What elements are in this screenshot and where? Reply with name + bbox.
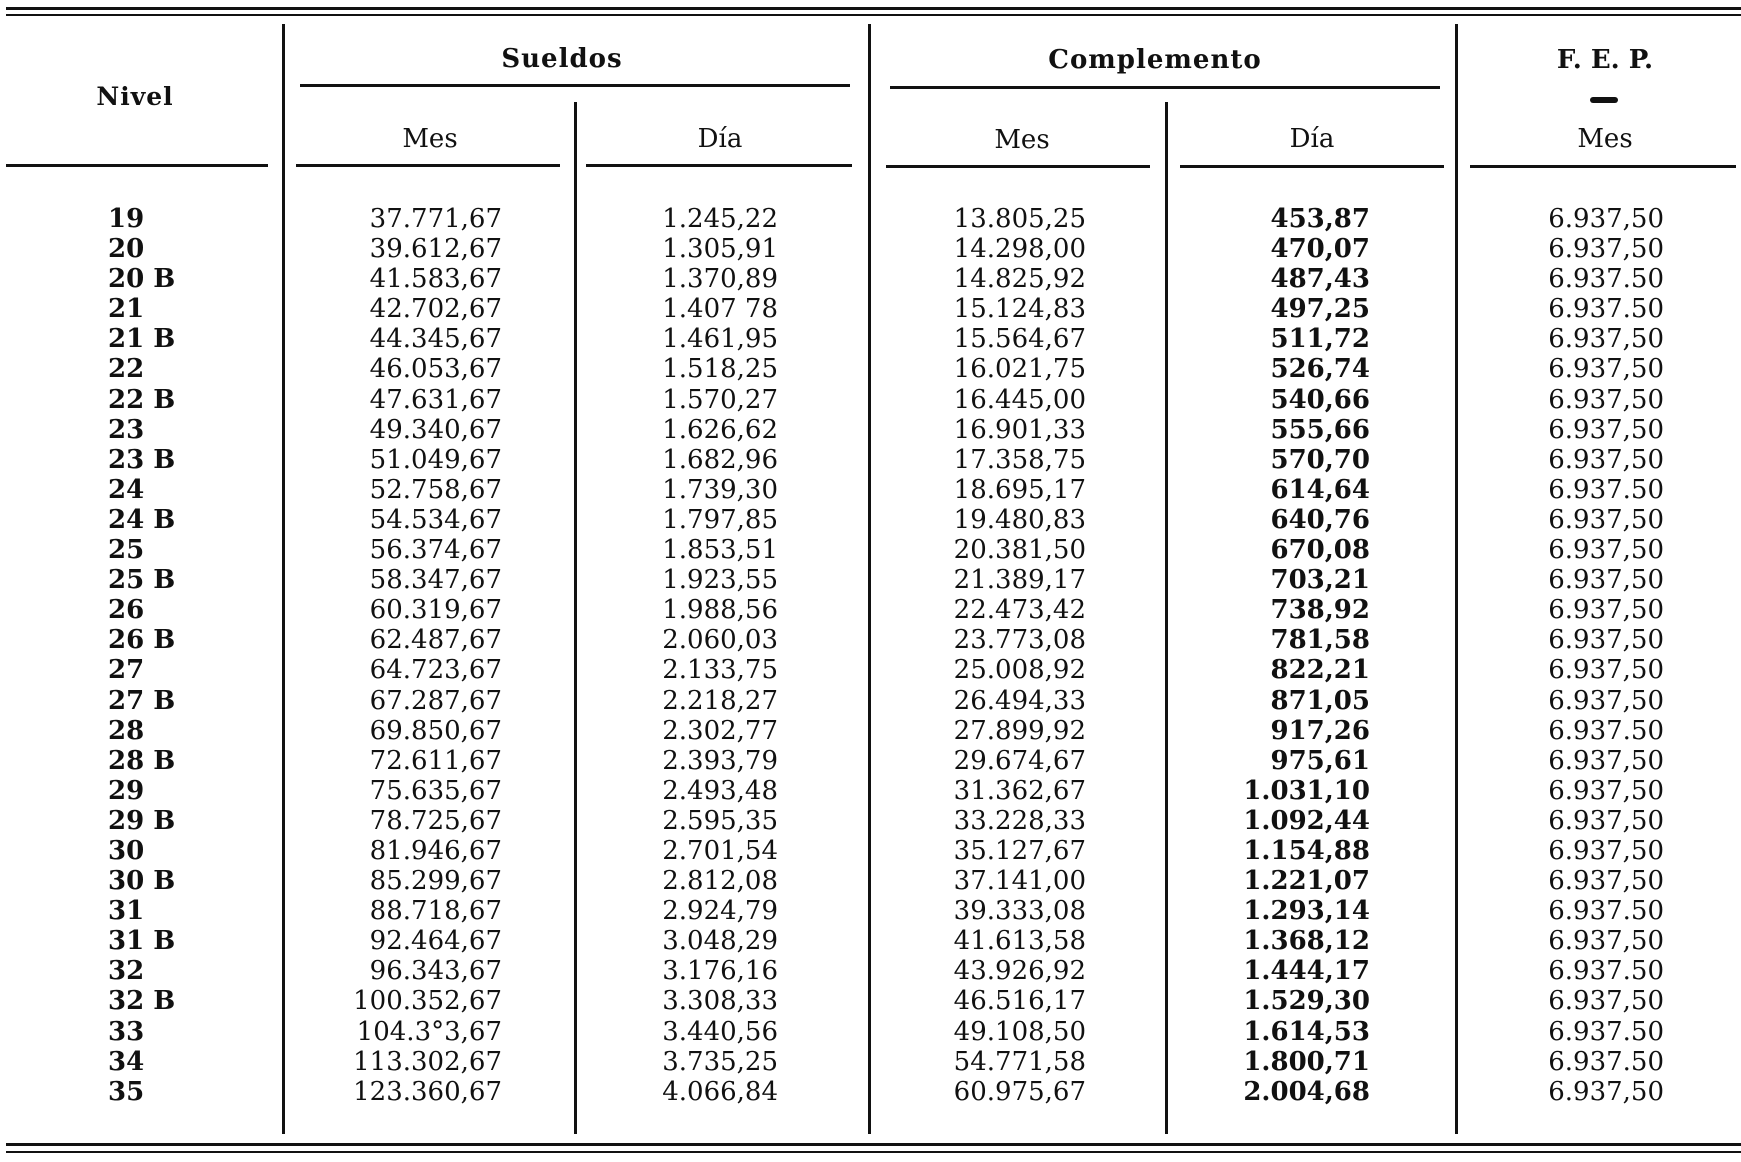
table-cell: 69.850,67 [369,715,502,746]
table-cell: 64.723,67 [369,655,502,686]
top-rule [6,14,1741,16]
table-cell: 6.937,50 [1548,595,1664,626]
table-cell: 670,08 [1270,535,1370,566]
table-cell: 2.302,77 [662,715,778,746]
table-cell: 871,05 [1270,685,1370,716]
table-cell: 6.937.50 [1548,474,1664,505]
column-sueldos-mes [300,204,502,1107]
table-cell: 497,25 [1270,294,1370,325]
table-cell: 35.127,67 [953,835,1086,866]
table-cell: 2.218,27 [662,685,778,716]
table-cell: 6.937,50 [1548,414,1664,445]
table-cell: 6.937,50 [1548,354,1664,385]
table-cell: 67.287,67 [369,685,502,716]
table-cell: 28 B [108,745,176,776]
table-cell: 6.937,50 [1548,986,1664,1017]
table-cell: 25 B [108,565,176,596]
table-cell: 917,26 [1270,715,1370,746]
header-rule [886,165,1150,168]
table-cell: 3.308,33 [662,986,778,1017]
table-cell: 1.797,85 [662,504,778,535]
table-cell: 511,72 [1270,324,1370,355]
table-cell: 6.937.50 [1548,1046,1664,1077]
table-cell: 31.362,67 [953,775,1086,806]
table-cell: 14.298,00 [953,234,1086,265]
table-cell: 526,74 [1270,354,1370,385]
table-cell: 32 B [108,986,176,1017]
table-cell: 85.299,67 [369,866,502,897]
table-cell: 6.937,50 [1548,565,1664,596]
table-cell: 470,07 [1270,234,1370,265]
column-complemento-mes [890,204,1086,1107]
table-cell: 15.564,67 [953,324,1086,355]
table-cell: 56.374,67 [369,535,502,566]
table-cell: 41.613,58 [953,926,1086,957]
table-cell: 14.825,92 [953,264,1086,295]
table-cell: 24 B [108,504,176,535]
table-cell: 6.937,50 [1548,444,1664,475]
table-cell: 27 B [108,685,176,716]
table-cell: 42.702,67 [369,294,502,325]
table-cell: 32 [108,956,145,987]
table-cell: 1.092,44 [1243,805,1370,836]
table-cell: 1.407 78 [662,294,778,325]
table-cell: 46.516,17 [953,986,1086,1017]
table-cell: 96.343,67 [369,956,502,987]
table-cell: 37.141,00 [953,866,1086,897]
table-cell: 6.937,50 [1548,866,1664,897]
table-cell: 22 [108,354,145,385]
table-cell: 3.048,29 [662,926,778,957]
table-cell: 2.393,79 [662,745,778,776]
table-cell: 1.853,51 [662,535,778,566]
table-cell: 1.370,89 [662,264,778,295]
header-fep: F. E. P. [1556,45,1654,75]
table-cell: 540,66 [1270,384,1370,415]
header-rule [1180,165,1444,168]
column-separator [282,24,285,1134]
table-cell: 6.937,50 [1548,1076,1664,1107]
table-cell: 16.021,75 [953,354,1086,385]
column-sueldos-dia [590,204,778,1107]
table-cell: 3.176,16 [662,956,778,987]
table-cell: 25.008,92 [953,655,1086,686]
table-cell: 1.305,91 [662,234,778,265]
table-cell: 60.319,67 [369,595,502,626]
table-cell: 17.358,75 [953,444,1086,475]
table-cell: 1.626,62 [662,414,778,445]
table-cell: 1.682,96 [662,444,778,475]
table-cell: 26 [108,595,145,626]
table-cell: 1.368,12 [1243,926,1370,957]
table-cell: 1.570,27 [662,384,778,415]
table-cell: 13.805,25 [953,204,1086,234]
bottom-rule [6,1151,1741,1153]
table-cell: 6.937,50 [1548,655,1664,686]
sueldos-group-rule [300,84,850,87]
table-cell: 15.124,83 [953,294,1086,325]
table-cell: 4.066,84 [662,1076,778,1107]
table-cell: 822,21 [1270,655,1370,686]
table-cell: 20 B [108,264,176,295]
table-cell: 58.347,67 [369,565,502,596]
table-cell: 1.923,55 [662,565,778,596]
table-cell: 6.937,50 [1548,625,1664,656]
table-cell: 2.004,68 [1243,1076,1370,1107]
table-cell: 39.612,67 [369,234,502,265]
table-cell: 1.739,30 [662,474,778,505]
table-cell: 6.937,50 [1548,204,1664,234]
table-cell: 6.937.50 [1548,294,1664,325]
table-cell: 47.631,67 [369,384,502,415]
header-rule [1470,165,1736,168]
table-cell: 51.049,67 [369,444,502,475]
table-cell: 6.937.50 [1548,715,1664,746]
table-cell: 1.800,71 [1243,1046,1370,1077]
table-cell: 6.937.50 [1548,956,1664,987]
header-nivel: Nivel [96,82,174,111]
table-cell: 26 B [108,625,176,656]
table-cell: 22 B [108,384,176,415]
table-cell: 41.583,67 [369,264,502,295]
table-cell: 6.937,50 [1548,384,1664,415]
top-rule [6,7,1741,10]
bottom-rule [6,1143,1741,1146]
table-cell: 570,70 [1270,444,1370,475]
table-cell: 30 [108,835,145,866]
table-cell: 6.937,50 [1548,835,1664,866]
table-cell: 3.440,56 [662,1016,778,1047]
table-cell: 23.773,08 [953,625,1086,656]
table-cell: 1.221,07 [1243,866,1370,897]
column-separator [574,102,577,1134]
fep-dash [1590,97,1618,103]
table-cell: 92.464,67 [369,926,502,957]
table-cell: 29.674,67 [953,745,1086,776]
table-cell: 30 B [108,866,176,897]
table-cell: 104.3°3,67 [356,1016,502,1047]
header-complemento-mes: Mes [994,125,1050,155]
table-cell: 49.108,50 [953,1016,1086,1047]
table-cell: 16.901,33 [953,414,1086,445]
column-separator [868,24,871,1134]
table-cell: 1.031,10 [1243,775,1370,806]
table-cell: 2.060,03 [662,625,778,656]
table-cell: 1.293,14 [1243,896,1370,927]
table-cell: 18.695,17 [953,474,1086,505]
table-cell: 1.461,95 [662,324,778,355]
table-cell: 72.611,67 [369,745,502,776]
table-cell: 100.352,67 [353,986,502,1017]
header-rule [586,164,852,167]
table-cell: 1.245,22 [662,204,778,234]
table-cell: 6.937,50 [1548,775,1664,806]
table-cell: 1.614,53 [1243,1016,1370,1047]
table-cell: 487,43 [1270,264,1370,295]
table-cell: 3.735,25 [662,1046,778,1077]
table-cell: 54.534,67 [369,504,502,535]
table-cell: 33.228,33 [953,805,1086,836]
column-separator [1165,102,1168,1134]
table-cell: 6.937,50 [1548,504,1664,535]
table-cell: 2.924,79 [662,896,778,927]
table-cell: 1.444,17 [1243,956,1370,987]
table-cell: 21.389,17 [953,565,1086,596]
table-cell: 88.718,67 [369,896,502,927]
table-cell: 28 [108,715,145,746]
table-cell: 25 [108,535,145,566]
table-cell: 6.937,50 [1548,926,1664,957]
table-cell: 39.333,08 [953,896,1086,927]
table-cell: 781,58 [1270,625,1370,656]
table-cell: 29 [108,775,145,806]
table-cell: 1.988,56 [662,595,778,626]
table-cell: 2.133,75 [662,655,778,686]
table-cell: 738,92 [1270,595,1370,626]
header-complemento-dia: Día [1289,124,1335,154]
table-cell: 1.518,25 [662,354,778,385]
table-cell: 6.937.50 [1548,264,1664,295]
table-cell: 1.529,30 [1243,986,1370,1017]
table-cell: 2.701,54 [662,835,778,866]
header-sueldos: Sueldos [501,44,623,74]
table-cell: 27 [108,655,145,686]
table-cell: 21 [108,294,145,325]
table-cell: 555,66 [1270,414,1370,445]
table-cell: 640,76 [1270,504,1370,535]
header-rule [6,164,268,167]
table-cell: 975,61 [1270,745,1370,776]
table-cell: 20 [108,234,145,265]
table-cell: 34 [108,1046,145,1077]
table-cell: 33 [108,1016,145,1047]
table-cell: 78.725,67 [369,805,502,836]
table-cell: 2.595,35 [662,805,778,836]
table-cell: 6.937,50 [1548,745,1664,776]
table-cell: 23 [108,414,145,445]
table-cell: 31 B [108,926,176,957]
table-cell: 2.493,48 [662,775,778,806]
table-cell: 2.812,08 [662,866,778,897]
table-cell: 123.360,67 [353,1076,502,1107]
table-cell: 60.975,67 [953,1076,1086,1107]
table-cell: 614,64 [1270,474,1370,505]
table-cell: 29 B [108,805,176,836]
table-cell: 24 [108,474,145,505]
header-complemento: Complemento [1048,45,1262,75]
table-cell: 46.053,67 [369,354,502,385]
table-cell: 6.937,50 [1548,805,1664,836]
table-cell: 75.635,67 [369,775,502,806]
table-cell: 26.494,33 [953,685,1086,716]
table-cell: 49.340,67 [369,414,502,445]
table-cell: 6.937.50 [1548,1016,1664,1047]
column-separator [1455,24,1458,1134]
table-cell: 62.487,67 [369,625,502,656]
header-fep-mes: Mes [1577,124,1633,154]
table-cell: 23 B [108,444,176,475]
table-cell: 19.480,83 [953,504,1086,535]
column-nivel [0,204,176,1107]
table-cell: 20.381,50 [953,535,1086,566]
table-cell: 6.937,50 [1548,234,1664,265]
header-sueldos-mes: Mes [402,124,458,154]
table-cell: 6.937,50 [1548,535,1664,566]
table-cell: 113.302,67 [353,1046,502,1077]
header-sueldos-dia: Día [697,124,743,154]
table-cell: 31 [108,896,145,927]
table-cell: 81.946,67 [369,835,502,866]
table-cell: 21 B [108,324,176,355]
table-cell: 6.937.50 [1548,896,1664,927]
table-cell: 22.473,42 [953,595,1086,626]
table-cell: 16.445,00 [953,384,1086,415]
table-cell: 1.154,88 [1243,835,1370,866]
header-rule [296,164,560,167]
table-cell: 54.771,58 [953,1046,1086,1077]
table-cell: 44.345,67 [369,324,502,355]
table-cell: 52.758,67 [369,474,502,505]
column-complemento-dia [1180,204,1370,1107]
table-cell: 37.771,67 [369,204,502,234]
table-cell: 6.937,50 [1548,685,1664,716]
table-cell: 453,87 [1270,204,1370,234]
table-cell: 27.899,92 [953,715,1086,746]
table-cell: 703,21 [1270,565,1370,596]
complemento-group-rule [890,86,1440,89]
column-fep-mes [1470,204,1664,1107]
table-cell: 35 [108,1076,145,1107]
table-cell: 43.926,92 [953,956,1086,987]
table-cell: 6.937,50 [1548,324,1664,355]
table-cell: 19 [108,204,145,234]
